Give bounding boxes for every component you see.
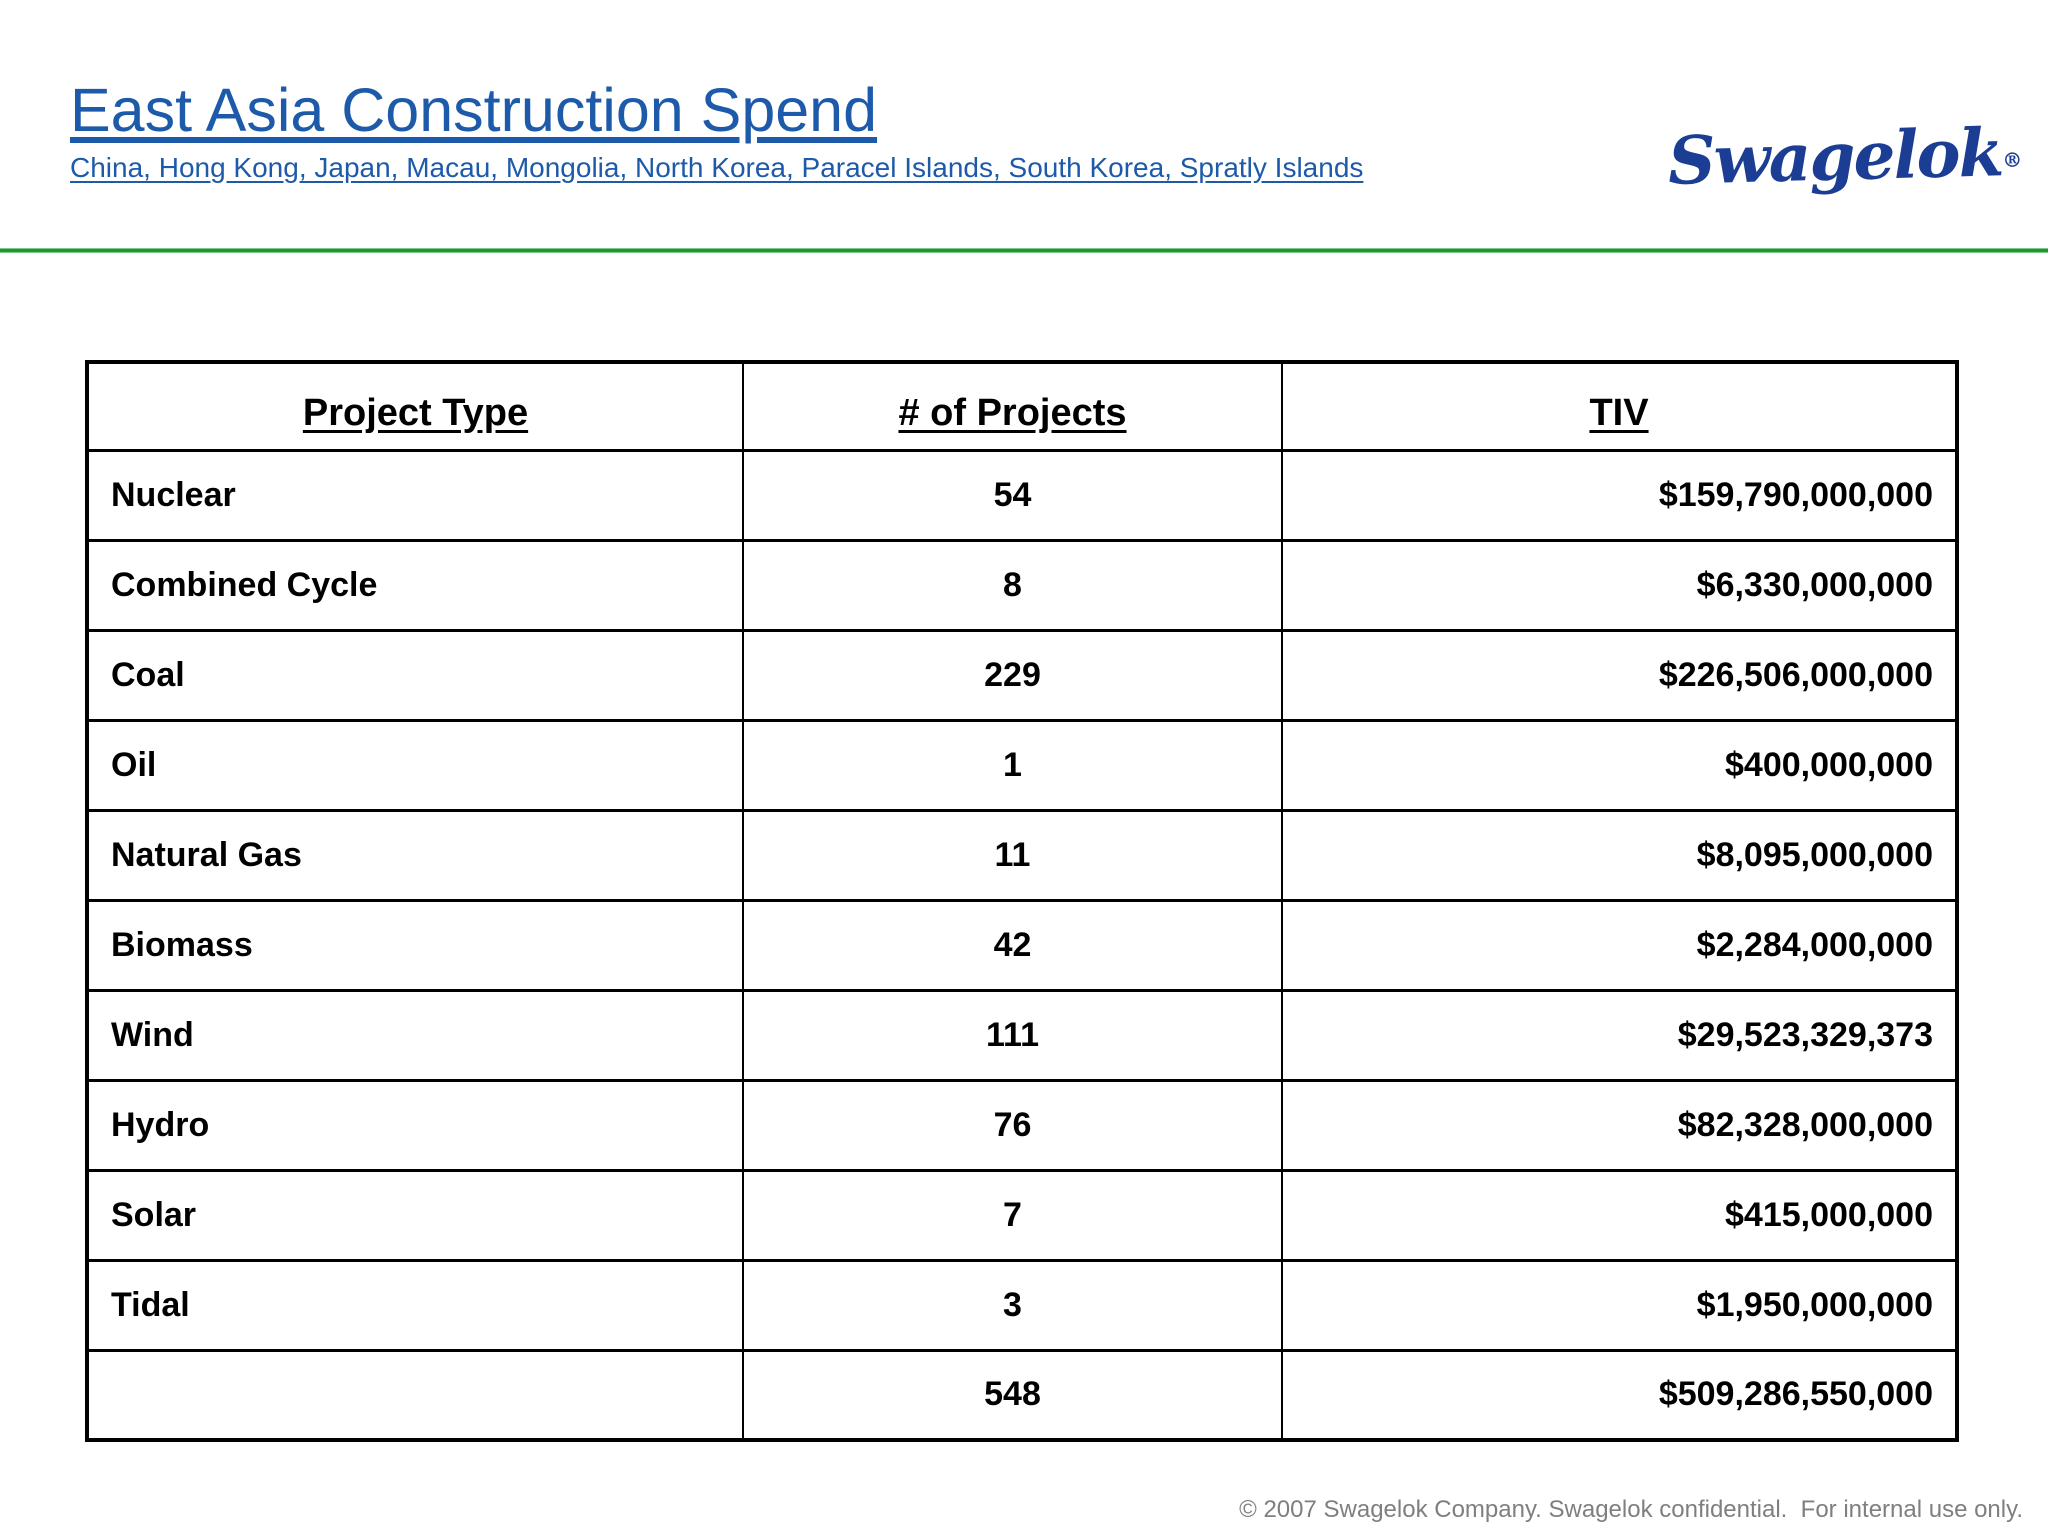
project-count-cell: 111 xyxy=(743,990,1282,1080)
table-row xyxy=(87,1260,1957,1350)
project-count-cell: 42 xyxy=(743,900,1282,990)
total-project-count-cell: 548 xyxy=(743,1350,1282,1440)
tiv-cell: $6,330,000,000 xyxy=(1282,540,1957,630)
table-row xyxy=(87,1170,1957,1260)
total-tiv-cell: $509,286,550,000 xyxy=(1282,1350,1957,1440)
project-type-cell: Wind xyxy=(87,990,743,1080)
tiv-cell: $82,328,000,000 xyxy=(1282,1080,1957,1170)
project-type-cell: Combined Cycle xyxy=(87,540,743,630)
table-total-row xyxy=(87,1350,1957,1440)
table-row xyxy=(87,540,1957,630)
tiv-cell: $29,523,329,373 xyxy=(1282,990,1957,1080)
table-row xyxy=(87,990,1957,1080)
table-row xyxy=(87,450,1957,540)
project-type-cell: Tidal xyxy=(87,1260,743,1350)
project-count-cell: 11 xyxy=(743,810,1282,900)
table-row xyxy=(87,1080,1957,1170)
tiv-cell: $226,506,000,000 xyxy=(1282,630,1957,720)
page-subtitle: China, Hong Kong, Japan, Macau, Mongolia, North Korea, Paracel Islands, South Korea, Spratly Islands xyxy=(70,152,1364,183)
swagelok-logo xyxy=(1667,113,2023,200)
project-count-cell: 76 xyxy=(743,1080,1282,1170)
table-row xyxy=(87,630,1957,720)
green-divider-line xyxy=(0,248,2048,253)
construction-spend-table xyxy=(85,360,1959,1442)
tiv-cell: $8,095,000,000 xyxy=(1282,810,1957,900)
swagelok-logo-text: Swagelok xyxy=(1667,113,2004,200)
page-title: East Asia Construction Spend xyxy=(70,76,878,144)
tiv-cell: $400,000,000 xyxy=(1282,720,1957,810)
project-type-cell: Oil xyxy=(87,720,743,810)
project-type-cell: Solar xyxy=(87,1170,743,1260)
project-type-cell: Biomass xyxy=(87,900,743,990)
tiv-cell: $415,000,000 xyxy=(1282,1170,1957,1260)
tiv-cell: $159,790,000,000 xyxy=(1282,450,1957,540)
table-row xyxy=(87,720,1957,810)
project-type-cell: Nuclear xyxy=(87,450,743,540)
project-count-cell: 8 xyxy=(743,540,1282,630)
table-header-row xyxy=(87,362,1957,450)
column-header-tiv: TIV xyxy=(1282,362,1957,450)
project-count-cell: 54 xyxy=(743,450,1282,540)
tiv-cell: $1,950,000,000 xyxy=(1282,1260,1957,1350)
tiv-cell: $2,284,000,000 xyxy=(1282,900,1957,990)
project-count-cell: 229 xyxy=(743,630,1282,720)
copyright-footer: © 2007 Swagelok Company. Swagelok confidential. For internal use only. xyxy=(1239,1496,2023,1523)
registered-trademark-icon: ® xyxy=(2002,147,2023,173)
project-count-cell: 7 xyxy=(743,1170,1282,1260)
table-row xyxy=(87,810,1957,900)
total-label-cell xyxy=(87,1350,743,1440)
column-header-num-projects: # of Projects xyxy=(743,362,1282,450)
project-count-cell: 1 xyxy=(743,720,1282,810)
project-count-cell: 3 xyxy=(743,1260,1282,1350)
project-type-cell: Natural Gas xyxy=(87,810,743,900)
column-header-project-type: Project Type xyxy=(87,362,743,450)
project-type-cell: Coal xyxy=(87,630,743,720)
table-row xyxy=(87,900,1957,990)
project-type-cell: Hydro xyxy=(87,1080,743,1170)
